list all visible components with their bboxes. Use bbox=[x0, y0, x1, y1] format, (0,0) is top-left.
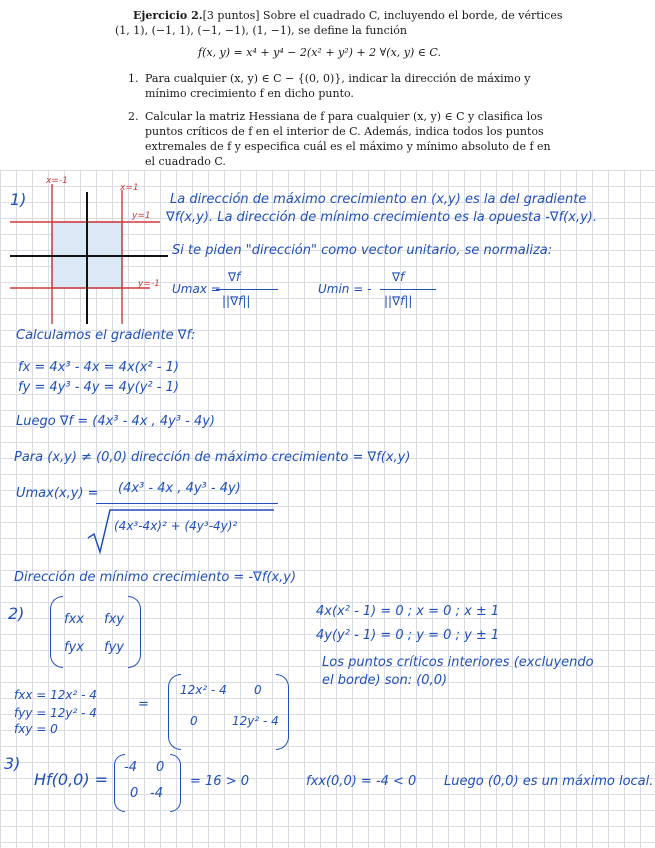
umax-xy-numerator: (4x³ - 4x , 4y³ - 4y) bbox=[118, 481, 241, 496]
umax-label: Umax = bbox=[172, 282, 221, 296]
item-2-number: 2. bbox=[128, 110, 139, 123]
label-x-pos: x=1 bbox=[120, 183, 139, 193]
label-y-neg: y=-1 bbox=[138, 279, 160, 289]
part-1-line-2: ∇f(x,y). La dirección de mínimo crecimiento es la opuesta -∇f(x,y). bbox=[166, 210, 597, 225]
hf-22: -4 bbox=[150, 786, 163, 801]
fxx-at-origin: fxx(0,0) = -4 < 0 bbox=[306, 774, 417, 789]
hessian-general-22: 12y² - 4 bbox=[232, 714, 279, 728]
part-1-number: 1) bbox=[10, 190, 27, 209]
umax-denominator: ||∇f|| bbox=[222, 294, 251, 308]
hessian-fyx: fyx bbox=[64, 640, 84, 655]
item-2-line-1: Calcular la matriz Hessiana de f para cualquier (x, y) ∈ C y clasifica los bbox=[145, 110, 543, 123]
umin-label: Umin = - bbox=[318, 282, 372, 296]
hf-12: 0 bbox=[156, 760, 165, 775]
hessian-right-paren bbox=[128, 596, 141, 668]
umin-fraction-line bbox=[380, 289, 436, 290]
umax-xy-denominator: (4x³-4x)² + (4y³-4y)² bbox=[114, 519, 238, 533]
umax-xy-label: Umax(x,y) = bbox=[16, 486, 99, 501]
problem-statement bbox=[0, 0, 655, 170]
square-diagram bbox=[10, 176, 170, 326]
part-3-number: 3) bbox=[4, 754, 21, 773]
function-formula: f(x, y) = x⁴ + y⁴ − 2(x² + y²) + 2 ∀(x, y) ∈ C. bbox=[198, 46, 441, 59]
critical-points-line-1: Los puntos críticos interiores (excluyendo bbox=[322, 655, 594, 670]
hf-21: 0 bbox=[130, 786, 139, 801]
conclusion: Luego (0,0) es un máximo local. bbox=[444, 774, 654, 789]
part-2-number: 2) bbox=[8, 604, 25, 623]
hf-right-paren bbox=[170, 754, 181, 812]
problem-text-1: Sobre el cuadrado C, incluyendo el borde, de vértices bbox=[263, 9, 563, 22]
problem-line-1 bbox=[133, 9, 563, 22]
hessian-general-12: 0 bbox=[254, 683, 262, 697]
fyy-value: fyy = 12y² - 4 bbox=[14, 706, 97, 720]
item-2-line-2: puntos críticos de f en el interior de C. Además, indica todos los puntos bbox=[145, 125, 544, 138]
item-1-line-2: mínimo crecimiento f en dicho punto. bbox=[145, 87, 354, 100]
hf-11: -4 bbox=[124, 760, 137, 775]
fxx-value: fxx = 12x² - 4 bbox=[14, 688, 97, 702]
umax-numerator: ∇f bbox=[228, 270, 241, 284]
item-1-number: 1. bbox=[128, 72, 139, 85]
gradient-title: Calculamos el gradiente ∇f: bbox=[16, 328, 196, 343]
problem-title: Ejercicio 2. bbox=[133, 9, 203, 22]
gradient-result: Luego ∇f = (4x³ - 4x , 4y³ - 4y) bbox=[16, 414, 215, 429]
fx-derivative: fx = 4x³ - 4x = 4x(x² - 1) bbox=[18, 360, 179, 375]
label-y-pos: y=1 bbox=[132, 211, 151, 221]
hf-determinant: = 16 > 0 bbox=[190, 774, 249, 789]
part-1-line-1: La dirección de máximo crecimiento en (x,y) es la del gradiente bbox=[170, 192, 587, 207]
umax-fraction-line bbox=[216, 289, 278, 290]
problem-points: [3 puntos] bbox=[202, 9, 260, 22]
hessian-equals: = bbox=[138, 697, 149, 712]
item-2-line-3: extremales de f y especifica cuál es el máximo y mínimo absoluto de f en bbox=[145, 140, 551, 153]
critical-eq-y: 4y(y² - 1) = 0 ; y = 0 ; y ± 1 bbox=[316, 628, 500, 643]
hessian-general-21: 0 bbox=[190, 714, 198, 728]
hessian-general-11: 12x² - 4 bbox=[180, 683, 227, 697]
item-1-line-1: Para cualquier (x, y) ∈ C − {(0, 0)}, indicar la dirección de máximo y bbox=[145, 72, 531, 85]
hessian-fyy: fyy bbox=[104, 640, 124, 655]
hessian-fxy: fxy bbox=[104, 612, 124, 627]
umax-xy-fraction-line bbox=[96, 503, 278, 504]
hessian-fxx: fxx bbox=[64, 612, 84, 627]
item-2-line-4: el cuadrado C. bbox=[145, 155, 226, 168]
fy-derivative: fy = 4y³ - 4y = 4y(y² - 1) bbox=[18, 380, 179, 395]
fxy-value: fxy = 0 bbox=[14, 722, 58, 736]
umin-denominator: ||∇f|| bbox=[384, 294, 413, 308]
label-x-neg: x=-1 bbox=[46, 176, 68, 186]
min-growth-statement: Dirección de mínimo crecimiento = -∇f(x,y) bbox=[14, 570, 297, 585]
problem-line-2: (1, 1), (−1, 1), (−1, −1), (1, −1), se define la función bbox=[115, 24, 407, 37]
max-growth-statement: Para (x,y) ≠ (0,0) dirección de máximo crecimiento = ∇f(x,y) bbox=[14, 450, 411, 465]
hessian-general-right-paren bbox=[276, 674, 289, 750]
critical-points-line-2: el borde) son: (0,0) bbox=[322, 673, 448, 688]
umin-numerator: ∇f bbox=[392, 270, 405, 284]
part-1-line-3: Si te piden "dirección" como vector unitario, se normaliza: bbox=[172, 243, 553, 258]
hessian-left-paren bbox=[50, 596, 63, 668]
hessian-at-origin-label: Hf(0,0) = bbox=[34, 770, 109, 789]
critical-eq-x: 4x(x² - 1) = 0 ; x = 0 ; x ± 1 bbox=[316, 604, 500, 619]
